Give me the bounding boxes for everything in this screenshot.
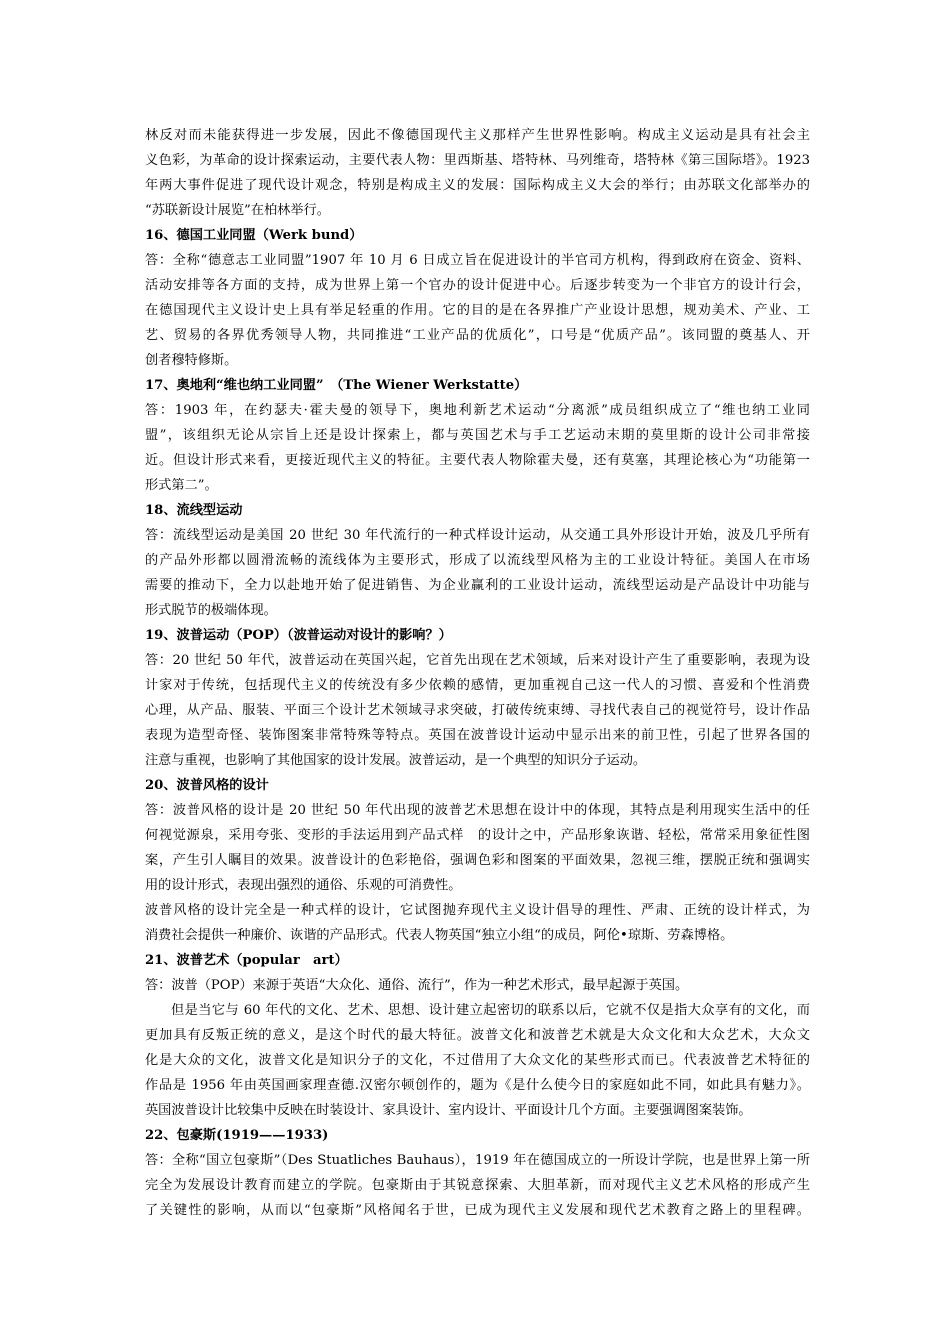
section-heading: 18、流线型运动 (145, 503, 243, 518)
text-line: 用的设计形式，表现出强烈的通俗、乐观的可消费性。 (145, 878, 462, 893)
text-line: 在德国现代主义设计史上具有举足轻重的作用。它的目的是在各界推广产业设计思想，规劝美术、产业、工 (145, 303, 810, 318)
text-line: 近。但设计形式来看，更接近现代主义的特征。主要代表人物除霍夫曼，还有莫塞，其理论核心为“功能第一 (145, 453, 810, 468)
text-line: 义色彩，为革命的设计探索运动，主要代表人物：里西斯基、塔特林、马列维奇，塔特林《第三国际塔》。1923 (145, 153, 810, 168)
section-heading: 20、波普风格的设计 (145, 778, 269, 793)
text-line: 活动安排等各方面的支持，成为世界上第一个官办的设计促进中心。后逐步转变为一个非官方的设计行会， (145, 278, 810, 293)
text-line: 心理，从产品、服装、平面三个设计艺术领域寻求突破，打破传统束缚、寻找代表自己的视觉符号，设计作品 (145, 703, 810, 718)
text-line: 注意与重视，也影响了其他国家的设计发展。波普运动，是一个典型的知识分子运动。 (145, 753, 647, 768)
text-line: 答：波普风格的设计是 20 世纪 50 年代出现的波普艺术思想在设计中的体现，其特点是利用现实生活中的任 (145, 803, 810, 818)
document-page (145, 123, 810, 1223)
text-line: 消费社会提供一种廉价、诙谐的产品形式。代表人物英国“独立小组“的成员，阿伦•琼斯、劳森博格。 (145, 928, 734, 943)
text-line: 英国波普设计比较集中反映在时装设计、家具设计、室内设计、平面设计几个方面。主要强调图案装饰。 (145, 1103, 752, 1118)
text-line: 更加具有反叛正统的意义，是这个时代的最大特征。波普文化和波普艺术就是大众文化和大众艺术，大众文 (145, 1028, 810, 1043)
text-line: 案，产生引人瞩目的效果。波普设计的色彩艳俗，强调色彩和图案的平面效果，忽视三维，摆脱正统和强调实 (145, 853, 810, 868)
text-line: 何视觉源泉，采用夸张、变形的手法运用到产品式样 的设计之中，产品形象诙谐、轻松，常常采用象征性图 (145, 828, 810, 843)
text-line: 需要的推动下，全力以赴地开始了促进销售、为企业赢利的工业设计运动，流线型运动是产品设计中功能与 (145, 578, 810, 593)
text-line: 答：20 世纪 50 年代，波普运动在英国兴起，它首先出现在艺术领域，后来对设计产生了重要影响，表现为设 (145, 653, 810, 668)
section-heading: 19、波普运动（POP）（波普运动对设计的影响？） (145, 628, 452, 643)
text-line: “苏联新设计展览”在柏林举行。 (145, 203, 330, 218)
text-line: 化是大众的文化，波普文化是知识分子的文化，不过借用了大众文化的某些形式而已。代表波普艺术特征的 (145, 1053, 810, 1068)
text-line: 答：1903 年，在约瑟夫·霍夫曼的领导下，奥地利新艺术运动“分离派”成员组织成立了“维也纳工业同 (145, 403, 810, 418)
text-line: 表现为造型奇怪、装饰图案非常特殊等特点。英国在波普设计运动中显示出来的前卫性，引起了世界各国的 (145, 728, 810, 743)
text-line: 形式脱节的极端体现。 (145, 603, 277, 618)
text-line: 创者穆特修斯。 (145, 353, 238, 368)
text-line: 但是当它与 60 年代的文化、艺术、思想、设计建立起密切的联系以后，它就不仅是指大众享有的文化，而 (171, 1003, 810, 1018)
text-line: 答：全称“德意志工业同盟”1907 年 10 月 6 日成立旨在促进设计的半官司方机构，得到政府在资金、资料、 (145, 253, 810, 268)
text-line: 波普风格的设计完全是一种式样的设计，它试图抛弃现代主义设计倡导的理性、严肃、正统的设计样式，为 (145, 903, 810, 918)
text-line: 盟”，该组织无论从宗旨上还是设计探索上，都与英国艺术与手工艺运动末期的莫里斯的设计公司非常接 (145, 428, 810, 443)
section-heading: 21、波普艺术（popular art） (145, 953, 348, 968)
text-line: 答：流线型运动是美国 20 世纪 30 年代流行的一种式样设计运动，从交通工具外形设计开始，波及几乎所有 (145, 528, 810, 543)
text-line: 艺、贸易的各界优秀领导人物，共同推进“工业产品的优质化”，口号是“优质产品”。该同盟的奠基人、开 (145, 328, 810, 343)
text-line: 年两大事件促进了现代设计观念，特别是构成主义的发展：国际构成主义大会的举行；由苏联文化部举办的 (145, 178, 810, 193)
text-line: 的产品外形都以圆滑流畅的流线体为主要形式，形成了以流线型风格为主的工业设计特征。美国人在市场 (145, 553, 810, 568)
section-heading: 22、包豪斯(1919——1933) (145, 1128, 329, 1143)
section-heading: 17、奥地利“维也纳工业同盟” （The Wiener Werkstatte） (145, 378, 528, 393)
text-line: 计家对于传统，包括现代主义的传统没有多少依赖的感情，更加重视自己这一代人的习惯、喜爱和个性消费 (145, 678, 810, 693)
text-line: 完全为发展设计教育而建立的学院。包豪斯由于其锐意探索、大胆革新，而对现代主义艺术风格的形成产生 (145, 1178, 810, 1193)
text-line: 答：波普（POP）来源于英语“大众化、通俗、流行”，作为一种艺术形式，最早起源于英国。 (145, 978, 689, 993)
text-line: 形式第二”。 (145, 478, 218, 493)
section-heading: 16、德国工业同盟（Werk bund） (145, 228, 363, 243)
text-line: 作品是 1956 年由英国画家理查德.汉密尔顿创作的，题为《是什么使今日的家庭如此不同，如此具有魅力》。 (145, 1078, 810, 1093)
text-line: 答：全称“国立包豪斯”（Des Stuatliches Bauhaus），1919 年在德国成立的一所设计学院，也是世界上第一所 (145, 1153, 810, 1168)
text-line: 了关键性的影响，从而以“包豪斯”风格闻名于世，已成为现代主义发展和现代艺术教育之路上的里程碑。 (145, 1203, 810, 1218)
text-line: 林反对而未能获得进一步发展，因此不像德国现代主义那样产生世界性影响。构成主义运动是具有社会主 (145, 128, 810, 143)
